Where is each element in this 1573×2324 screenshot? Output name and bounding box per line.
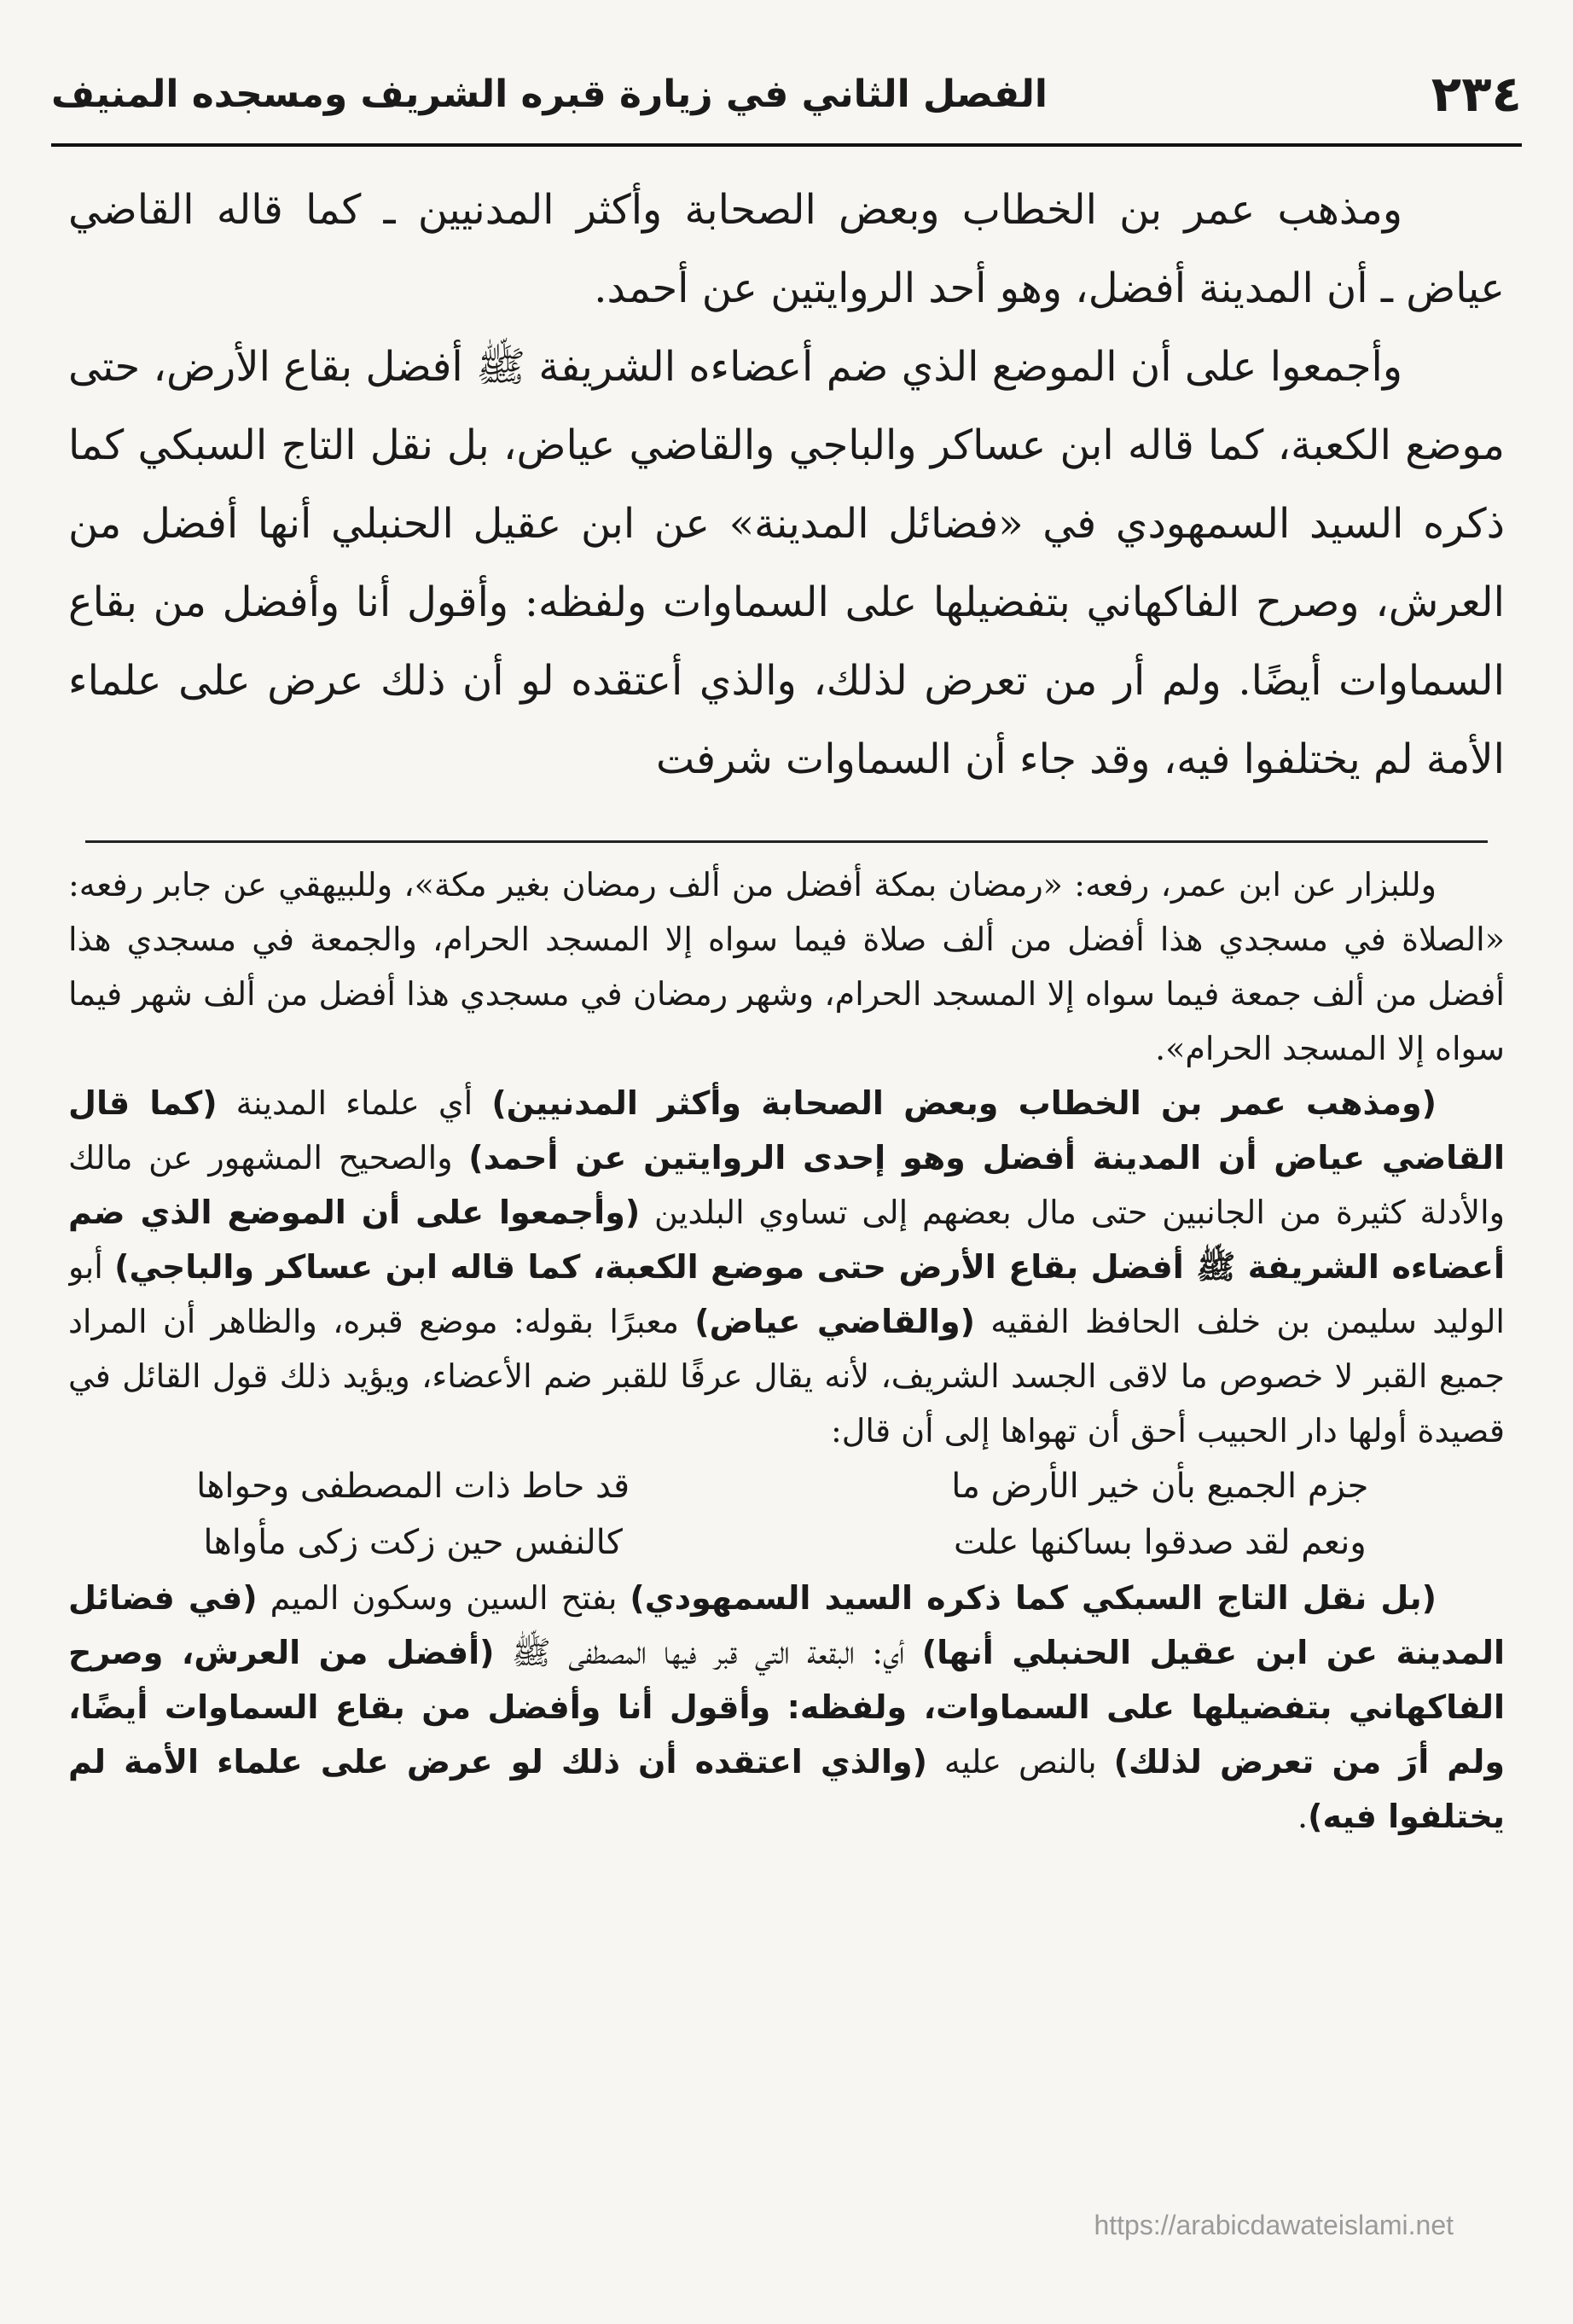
footnote-separator bbox=[85, 840, 1488, 843]
commentary-paragraph-2 bbox=[68, 1076, 1505, 1458]
main-text bbox=[68, 171, 1505, 819]
main-paragraph-2: وأجمعوا على أن الموضع الذي ضم أعضاءه الشريفة ﷺ أفضل بقاع الأرض، حتى موضع الكعبة، كما قاله ابن عساكر والباجي والقاضي عياض، بل نقل التاج السبكي كما ذكره السيد السمهودي في «فضائل المدينة» عن ابن عقيل الحنبلي أنها أفضل من العرش، وصرح الفاكهاني بتفضيلها على السماوات ولفظه: وأقول أنا وأفضل من بقاع السماوات أيضًا. ولم أر من تعرض لذلك، والذي أعتقده لو أن ذلك عرض على علماء الأمة لم يختلفوا فيه، وقد جاء أن السماوات شرفت bbox=[68, 343, 1505, 783]
gloss-text: . bbox=[1297, 1798, 1309, 1835]
quoted-text: (كما قال القاضي عياض أن المدينة أفضل وهو إحدى الروايتين عن أحمد) bbox=[68, 1084, 1505, 1177]
quoted-text: (بل نقل التاج السبكي كما ذكره السيد السمهودي) bbox=[630, 1579, 1437, 1617]
page-number: ٢٣٤ bbox=[1431, 65, 1522, 123]
quoted-text: (والقاضي عياض) bbox=[694, 1303, 975, 1340]
verse-hemistich: ونعم لقد صدقوا بساكنها علت bbox=[954, 1523, 1367, 1562]
gloss-text: بالنص عليه bbox=[926, 1743, 1114, 1781]
quoted-text: (أفضل من العرش، وصرح الفاكهاني بتفضيلها على السماوات، ولفظه: وأقول أنا وأفضل من بقاع السماوات أيضًا، ولم أرَ من تعرض لذلك) bbox=[68, 1634, 1505, 1781]
commentary bbox=[68, 857, 1505, 2129]
verse-line-1 bbox=[68, 1458, 1505, 1514]
quoted-text: (وأجمعوا على أن الموضع الذي ضم أعضاءه الشريفة ﷺ أفضل بقاع الأرض حتى موضع الكعبة، كما قاله ابن عساكر والباجي) bbox=[68, 1194, 1505, 1286]
gloss-text: أبو الوليد سليمن بن خلف الحافظ الفقيه bbox=[68, 1248, 1505, 1340]
verse-hemistich: جزم الجميع بأن خير الأرض ما bbox=[951, 1467, 1369, 1506]
running-title: الفصل الثاني في زيارة قبره الشريف ومسجده المنيف bbox=[51, 72, 1048, 116]
gloss-text: أي: البقعة التي قبر فيها المصطفى ﷺ bbox=[494, 1634, 922, 1671]
page-header bbox=[51, 51, 1522, 137]
gloss-text: معبرًا بقوله: موضع قبره، والظاهر أن المراد جميع القبر لا خصوص ما لاقى الجسد الشريف، لأنه يقال عرفًا للقبر ضم الأعضاء، ويؤيد ذلك قول القائل في قصيدة أولها دار الحبيب أحق أن تهواها إلى أن قال: bbox=[68, 1303, 1505, 1450]
gloss-text: والصحيح المشهور عن مالك والأدلة كثيرة من الجانبين حتى مال بعضهم إلى تساوي البلدين bbox=[68, 1139, 1505, 1231]
verse-hemistich: قد حاط ذات المصطفى وحواها bbox=[196, 1467, 630, 1506]
watermark-url: https://arabicdawateislami.net bbox=[1094, 2210, 1454, 2240]
gloss-text: أي علماء المدينة bbox=[217, 1084, 492, 1122]
verse-line-2 bbox=[68, 1514, 1505, 1571]
quoted-text: (في فضائل المدينة عن ابن عقيل الحنبلي أنها) bbox=[68, 1579, 1505, 1671]
commentary-paragraph-1: وللبزار عن ابن عمر، رفعه: «رمضان بمكة أفضل من ألف رمضان بغير مكة»، وللبيهقي عن جابر رفعه: «الصلاة في مسجدي هذا أفضل من ألف صلاة فيما سواه إلا المسجد الحرام، والجمعة في مسجدي هذا أفضل من ألف جمعة فيما سواه إلا المسجد الحرام، وشهر رمضان في مسجدي هذا أفضل من ألف شهر فيما سواه إلا المسجد الحرام». bbox=[68, 866, 1505, 1067]
gloss-text: بفتح السين وسكون الميم bbox=[257, 1579, 630, 1617]
commentary-paragraph-3 bbox=[68, 1571, 1505, 1844]
main-paragraph-1: ومذهب عمر بن الخطاب وبعض الصحابة وأكثر المدنيين ـ كما قاله القاضي عياض ـ أن المدينة أفضل، وهو أحد الروايتين عن أحمد. bbox=[68, 186, 1505, 312]
quoted-text: (والذي اعتقده أن ذلك لو عرض على علماء الأمة لم يختلفوا فيه) bbox=[68, 1743, 1505, 1835]
header-rule bbox=[51, 143, 1522, 147]
quoted-text: (ومذهب عمر بن الخطاب وبعض الصحابة وأكثر المدنيين) bbox=[491, 1084, 1437, 1122]
verse-hemistich: كالنفس حين زكت زكى مأواها bbox=[203, 1523, 623, 1562]
